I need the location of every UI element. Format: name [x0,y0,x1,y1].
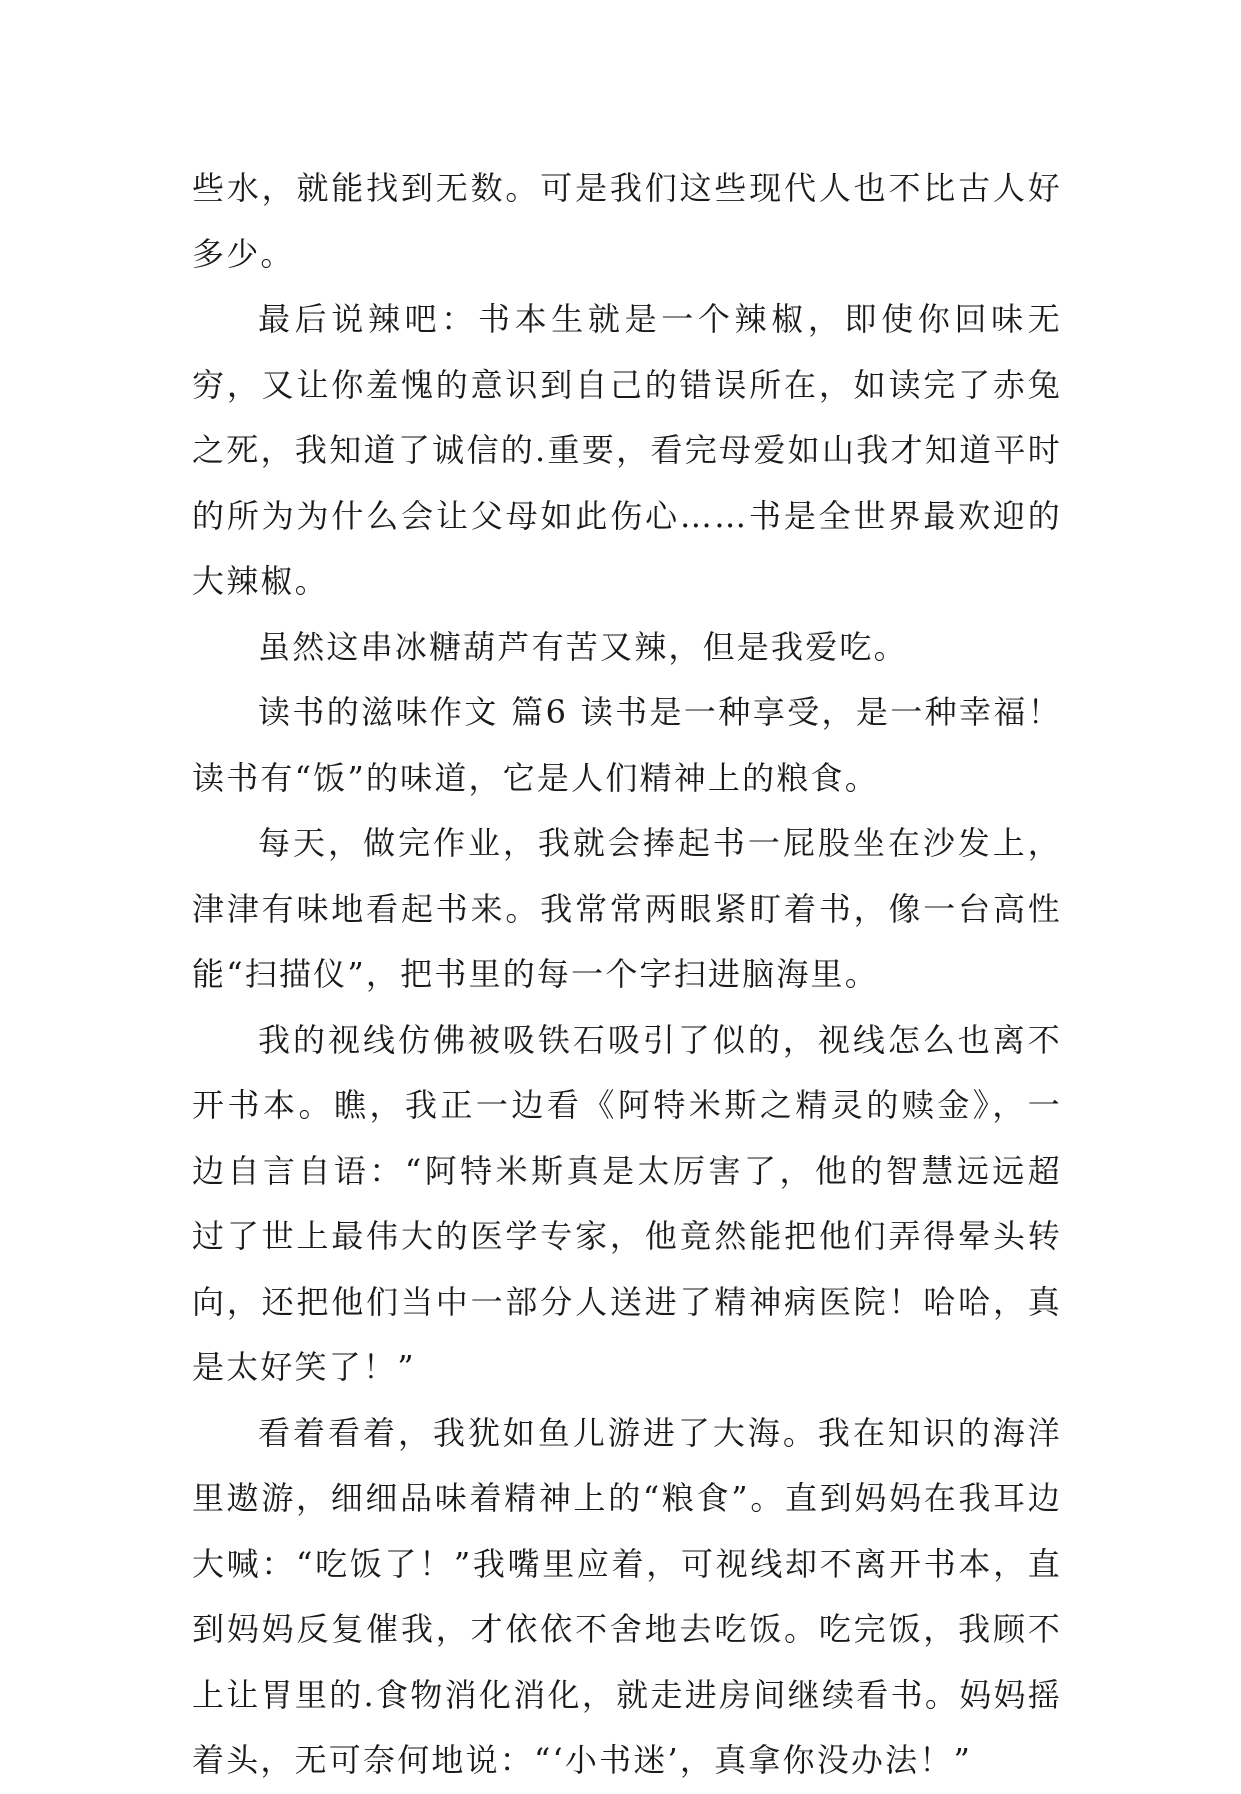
paragraph-daily-reading: 每天，做完作业，我就会捧起书一屁股坐在沙发上，津津有味地看起书来。我常常两眼紧盯着书，像一台高性能“扫描仪”，把书里的每一个字扫进脑海里。 [192,824,1062,993]
document-body [192,156,1062,1794]
paragraph-artemis: 我的视线仿佛被吸铁石吸引了似的，视线怎么也离不开书本。瞧，我正一边看《阿特米斯之精灵的赎金》，一边自言自语：“阿特米斯真是太厉害了，他的智慧远远超过了世上最伟大的医学专家，他竟然能把他们弄得晕头转向，还把他们当中一部分人送进了精神病医院！哈哈，真是太好笑了！” [192,1020,1062,1386]
paragraph-continuation: 些水，就能找到无数。可是我们这些现代人也不比古人好多少。 [192,169,1062,273]
paragraph-essay-6-intro: 读书的滋味作文 篇6 读书是一种享受，是一种幸福！读书有“饭”的味道，它是人们精神上的粮食。 [192,693,1062,797]
paragraph-bookworm: 看着看着，我犹如鱼儿游进了大海。我在知识的海洋里遨游，细细品味着精神上的“粮食”。直到妈妈在我耳边大喊：“吃饭了！”我嘴里应着，可视线却不离开书本，直到妈妈反复催我，才依依不舍地去吃饭。吃完饭，我顾不上让胃里的.食物消化消化，就走进房间继续看书。妈妈摇着头，无可奈何地说：“‘小书迷’，真拿你没办法！” [192,1413,1062,1779]
paragraph-spicy: 最后说辣吧：书本生就是一个辣椒，即使你回味无穷，又让你羞愧的意识到自己的错误所在，如读完了赤兔之死，我知道了诚信的.重要，看完母爱如山我才知道平时的所为为什么会让父母如此伤心……书是全世界最欢迎的大辣椒。 [192,300,1062,600]
paragraph-conclusion: 虽然这串冰糖葫芦有苦又辣，但是我爱吃。 [258,627,908,666]
